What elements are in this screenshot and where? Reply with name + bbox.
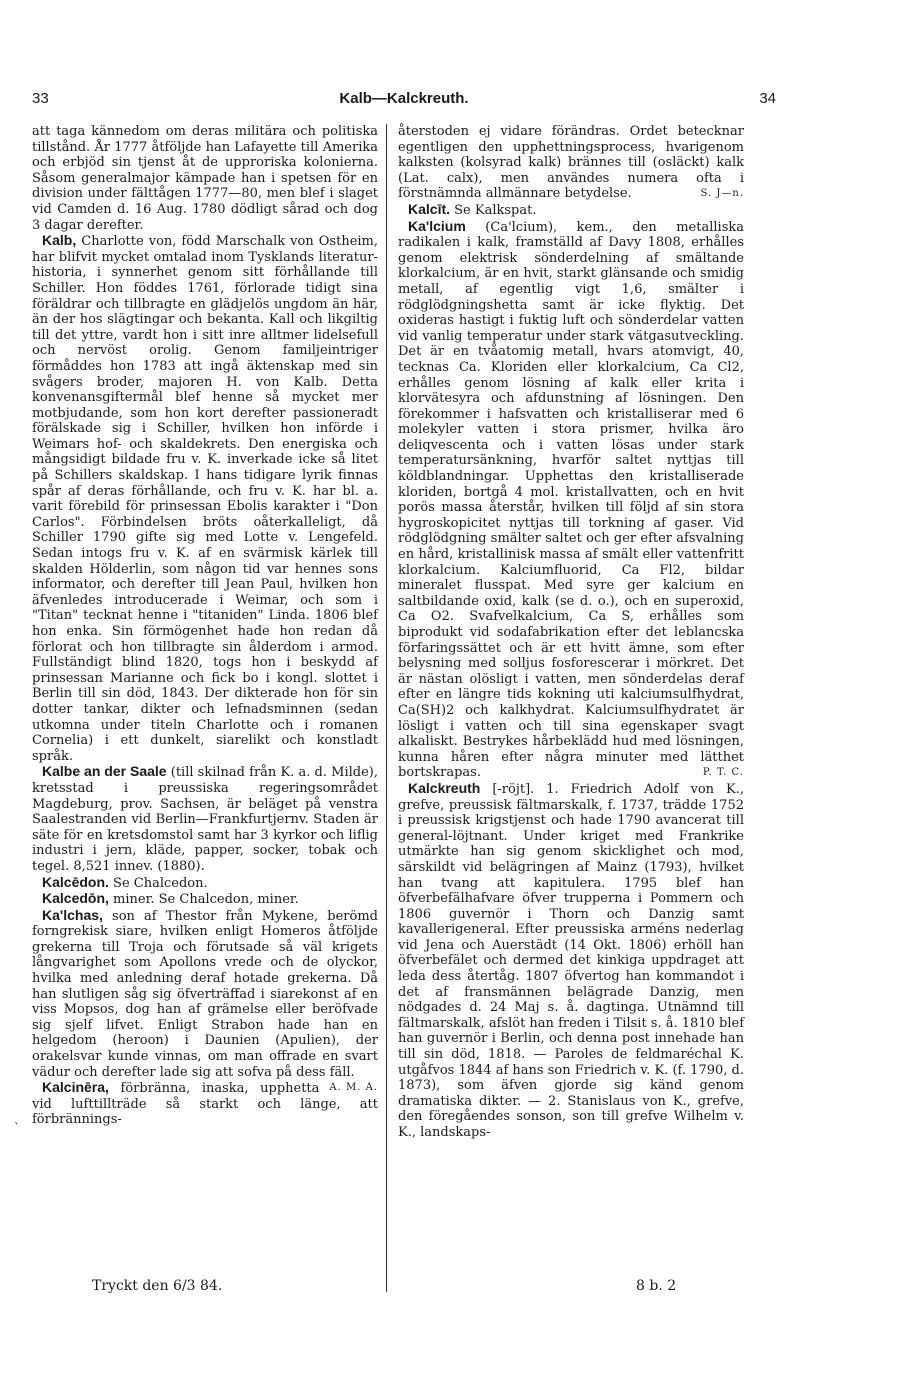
entry-kalckreuth [398,781,744,1141]
running-title: Kalb—Kalckreuth. [339,90,469,107]
entry-continuation [32,124,378,233]
headword: Ka'lcium [408,217,466,234]
entry-kalbe [32,764,378,874]
entry-kalcit [398,202,744,219]
right-column [398,124,744,1141]
entry-text: son af Thestor från Mykene, berömd forngrekisk siare, hvilken enligt Homeros åtföljde grekerna till Troja och förutsade så väl krigets långvarighet som Apollons vrede och de olyckor, hvilka med anledning deraf hotade grekerna. Då han slutligen såg sig öfverträffad i siarekonst af en viss Mopsos, dog han af grämelse eller beröfvade sig sjelf lifvet. Enligt Strabon hade han en helgedom (heroon) i Daunien (Apulien), der orakelsvar kunde vinnas, om man offrade en svart vädur och derefter lade sig att sofva på dess fäll. [32,908,378,1080]
entry-kalcedon [32,875,378,892]
page-number-left: 33 [32,90,49,107]
entry-text: (till skilnad från K. a. d. Milde), kretsstad i preussiska regeringsområdet Magdeburg, prov. Sachsen, är beläget på venstra Saalestranden vid Berlin—Frankfurtjernv. Staden är säte för en kretsdomstol samt har 3 kyrkor och liflig industri i jern, kläde, papper, socker, tobak och tegel. 8,521 innev. (1880). [32,765,378,874]
entry-kalcedon-miner [32,891,378,908]
entry-text: att taga kännedom om deras militära och politiska tillstånd. År 1777 åtföljde han Lafayette till Amerika och erbjöd sin tjenst åt de upproriska kolonierna. Såsom generalmajor kämpade han i spetsen för en division under fälttågen 1777—80, men blef i slaget vid Camden d. 16 Aug. 1780 dödligt sårad och dog 3 dagar derefter. [32,124,378,233]
entry-text: återstoden ej vidare förändras. Ordet betecknar egentligen den upphettningsprocess, hvarigenom kalksten (kolsyrad kalk) brännes till (osläckt) kalk (Lat. calx), men användes numera ofta i förstnämnda allmännare betydelse. [398,124,744,202]
entry-text: (Ca'lcium), kem., den metalliska radikalen i kalk, framställd af Davy 1808, erhålles genom elektrisk sönderdelning af smältande klorkalcium, är en hvit, starkt glänsande och smidig metall, af egentlig vigt 1,6, smälter i rödglödgningshetta samt är icke flyktig. Det oxideras hastigt i fuktig luft och sönderdelar vatten vid vanlig temperatur under stark vätgasutveckling. Det är en tvåatomig metall, hvars atomvigt, 40, tecknas Ca. Kloriden eller klorkalcium, Ca Cl2, erhålles genom lösning af kalk eller krita i klorvätesyra och afdunstning af lösningen. Den förekommer i hafsvatten och kristalliserar med 6 molekyler vatten i stora prismer, hvilka äro deliqvescenta och i vatten lösas under stark temperatursänkning, hvarför saltet nyttjas till köldblandningar. Upphettas den kristalliserade kloriden, bortgå 4 mol. kristallvatten, och en hvit porös massa återstår, hvilken till följd af sin stora hygroskopicitet nyttjas till torkning af gaser. Vid rödglödgning smälter saltet och ger efter afsvalning en hård, kristallinisk massa af smält eller vattenfritt klorkalcium. Kalciumfluorid, Ca Fl2, bildar mineralet flusspat. Med syre ger kalcium en saltbildande oxid, kalk (se d. o.), och en superoxid, Ca O2. Svafvelkalcium, Ca S, erhålles som biprodukt vid sodafabrikation efter det leblancska förfaringssättet och är ett hvitt ämne, som efter belysning med solljus fosforescerar i mörkret. Det är nästan olösligt i vatten, men sönderdelas deraf efter en längre tids kokning uti kalciumsulfhydrat, Ca(SH)2 och kalkhydrat. Kalciumsulfhydratet är lösligt i vatten och till sina egenskaper svagt alkaliskt. Bestrykes hårbeklädd hud med lösningen, kunna håren efter några minuter med lätthet bortskrapas. [398,219,744,781]
entry-text: Se Chalcedon. [108,875,208,891]
signature-mark: 8 b. 2 [636,1278,677,1294]
printer-note: Tryckt den 6/3 84. [92,1278,223,1294]
entry-continuation [398,124,744,202]
page-header [32,90,776,114]
headword: Kalb, [42,232,77,249]
headword: Kalcedōn, [42,890,109,907]
headword: Kalckreuth [408,779,481,796]
headword: Kalcīt. [408,200,451,217]
entry-text: Se Kalkspat. [450,202,537,218]
column-divider [386,124,387,1292]
left-column [32,124,378,1128]
headword: Ka'lchas, [42,906,103,923]
entry-kalcium [398,219,744,781]
author-signature: A. M. A. [329,1082,378,1094]
author-signature: S. J—n. [700,188,744,200]
headword: Kalbe an der Saale [42,763,167,780]
entry-kalb-charlotte [32,233,378,764]
entry-text: [-röjt]. 1. Friedrich Adolf von K., grefve, preussisk fältmarskalk, f. 1737, trädde 1752 i preussisk krigstjenst och hade 1790 avancerat till general-löjtnant. Under kriget med Frankrike utmärkte han sig genom skicklighet och mod, särskildt vid belägringen af Mainz (1793), hvilket han tvang att kapitulera. 1795 blef han öfverbefälhafvare öfver trupperna i Pommern och 1806 guvernör i Thorn och Danzig samt kavallerigeneral. Efter preussiska arméns nederlag vid Jena och Auerstädt (14 Okt. 1806) erhöll han öfverbefälet och dermed det kinkiga uppdraget att leda dess återtåg. 1807 öfvertog han kommandot i det af fransmännen belägrade Danzig, men nödgades d. 24 Maj s. å. dagtinga. Utnämnd till fältmarskalk, afslöt han freden i Tilsit s. å. 1810 blef han guvernör i Berlin, och denna post innehade han till sin död, 1818. — Paroles de feldmaréchal K. utgåfvos 1844 af hans son Friedrich v. K. (f. 1790, d. 1873), som äfven gjorde sig känd genom dramatiska dikter. — 2. Stanislaus von K., grefve, den föregåendes sonson, son till grefve Wilhelm v. K., landskaps- [398,781,744,1140]
margin-mark: ` [14,1121,20,1135]
author-signature: P. T. C. [702,767,744,779]
entry-text: miner. Se Chalcedon, miner. [108,892,299,908]
entry-text: förbränna, inaska, upphetta vid lufttillträde så starkt och länge, att förbrännings- [32,1081,378,1128]
headword: Kalcēdon. [42,873,109,890]
headword: Kalcinēra, [42,1079,109,1096]
entry-text: Charlotte von, född Marschalk von Ostheim, har blifvit mycket omtalad inom Tysklands literatur-historia, i synnerhet genom sitt förhållande till Schiller. Hon föddes 1761, förlorade tidigt sina föräldrar och tillbragte en glädjelös ungdom än här, än der hos slägtingar och bekanta. Kall och likgiltig till det yttre, vardt hon i sitt inre alltmer lidelsefull och nervöst orolig. Genom familjeintriger förmåddes hon 1783 att ingå äktenskap med sin svågers broder, majoren H. von Kalb. Detta konvenansgiftermål blef henne så mycket mer motbjudande, som hon kort derefter passioneradt förälskade sig i Schiller, hvilken hon införde i Weimars hof- och skaldekrets. Den energiska och mångsidigt bildade fru v. K. inverkade icke så litet på Schillers skaldskap. I hans tidigare lyrik finnas spår af deras förhållande, och fru v. K. har bl. a. varit förebild för prinsessan Ebolis karakter i "Don Carlos". Förbindelsen bröts oåterkalleligt, då Schiller 1790 gifte sig med Lotte v. Lengefeld. Sedan intogs fru v. K. af en svärmisk kärlek till skalden Hölderlin, som någon tid var hennes sons informator, och derefter till Jean Paul, hvilken hon äfvenledes introducerade i Weimar, och som i "Titan" tecknat henne i "titaniden" Linda. 1806 blef hon enka. Sin förmögenhet hade hon redan då förlorat och hon tillbragte sin ålderdom i armod. Fullständigt blind 1820, togs hon i beskydd af prinsessan Marianne och fick bo i kongl. slottet i Berlin till sin död, 1843. Der dikterade hon för sin dotter tankar, dikter och lefnadsminnen (sedan utkomna under titeln Charlotte och i romanen Cornelia) i ett dunkelt, siarelikt och konstladt språk. [32,234,378,764]
page-number-right: 34 [759,90,776,107]
